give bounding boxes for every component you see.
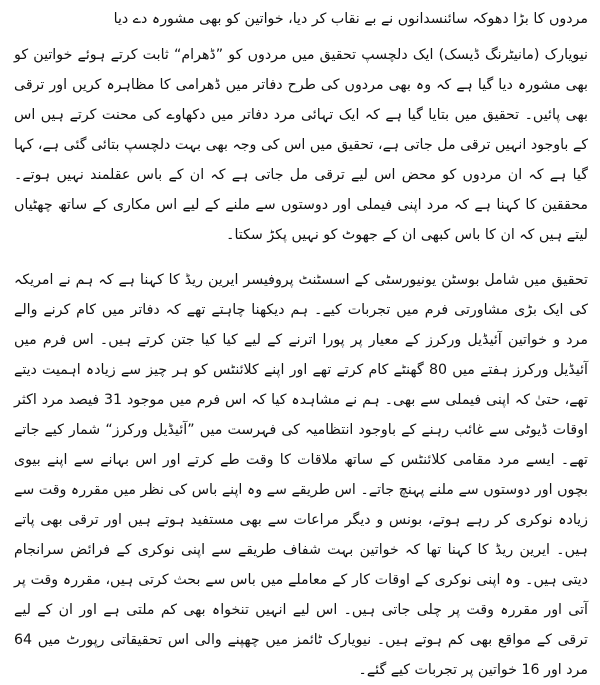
headline: مردوں کا بڑا دھوکہ سائنسدانوں نے بے نقاب کر دیا، خواتین کو بھی مشورہ دے دیا bbox=[113, 11, 588, 27]
paragraph-1 bbox=[14, 40, 588, 250]
paragraph-text: تحقیق میں شامل بوسٹن یونیورسٹی کے اسسٹنٹ پروفیسر ایرین ریڈ کا کہنا ہے کہ ہم نے امریکہ کی ایک بڑی مشاورتی فرم میں تجربات کیے۔ ہم دیکھنا چاہتے تھے کہ دفاتر میں کام کرنے والے مرد و خواتین آئیڈیل ورکرز کے معیار پر پورا اترنے کے لیے کیا کیا جتن کرتے ہیں۔ اس فرم میں آئیڈیل ورکرز ہفتے میں 80 گھنٹے کام کرتے تھے اور اپنے کلائنٹس کو ہر چیز سے زیادہ اہمیت دیتے تھے، حتیٰ کہ اپنی فیملی سے بھی۔ ہم نے مشاہدہ کیا کہ اس فرم میں موجود 31 فیصد مرد اکثر اوقات ڈیوٹی سے غائب رہنے کے باوجود انتظامیہ کی فہرست میں ”آئیڈیل ورکرز“ شمار کیے جاتے تھے۔ ایسے مرد مقامی کلائنٹس کے ساتھ ملاقات کا وقت طے کرتے اور اس بہانے سے اپنے بیوی بچوں اور دوستوں سے ملنے پہنچ جاتے۔ اس طریقے سے وہ اپنے باس کی نظر میں مقررہ وقت سے زیادہ نوکری کر رہے ہوتے، بونس و دیگر مراعات سے بھی مستفید ہوتے ہیں اور ترقی بھی پاتے ہیں۔ ایرین ریڈ کا کہنا تھا کہ خواتین بہت شفاف طریقے سے اپنی نوکری کے فرائض سرانجام دیتی ہیں۔ وہ اپنی نوکری کے اوقات کار کے معاملے میں باس سے بحث کرتی ہیں، مقررہ وقت پر آتی اور مقررہ وقت پر چلی جاتی ہیں۔ اس لیے انہیں تنخواہ بھی کم ملتی ہے اور ان کے لیے ترقی کے مواقع بھی کم ہوتے ہیں۔ نیویارک ٹائمز میں چھپنے والی اس تحقیقاتی رپورٹ میں 64 مرد اور 16 خواتین پر تجربات کیے گئے۔ bbox=[14, 272, 588, 678]
paragraph-text: نیویارک (مانیٹرنگ ڈیسک) ایک دلچسپ تحقیق میں مردوں کو ”ڈھرام“ ثابت کرتے ہوئے خواتین کو بھی مشورہ دیا گیا ہے کہ وہ بھی مردوں کی طرح دفاتر میں ڈھرامی کا مظاہرہ کریں اور ترقی بھی پائیں۔ تحقیق میں بتایا گیا ہے کہ ایک تہائی مرد دفاتر میں دکھاوے کی محنت کرتے ہیں اس کے باوجود انہیں ترقی مل جاتی ہے، تحقیق میں اس کی وجہ بھی بہت دلچسپ بتائی گئی ہے، کہا گیا ہے کہ ان مردوں کو محض اس لیے ترقی مل جاتی ہے کہ ان کے باس عقلمند نہیں ہوتے۔ محققین کا کہنا ہے کہ مرد اپنی فیملی اور دوستوں سے ملنے کے لیے اس مکاری کے ساتھ چھٹیاں لیتے ہیں کہ ان کا باس کبھی ان کے جھوٹ کو نہیں پکڑ سکتا۔ bbox=[14, 47, 588, 243]
paragraph-2 bbox=[14, 265, 588, 685]
